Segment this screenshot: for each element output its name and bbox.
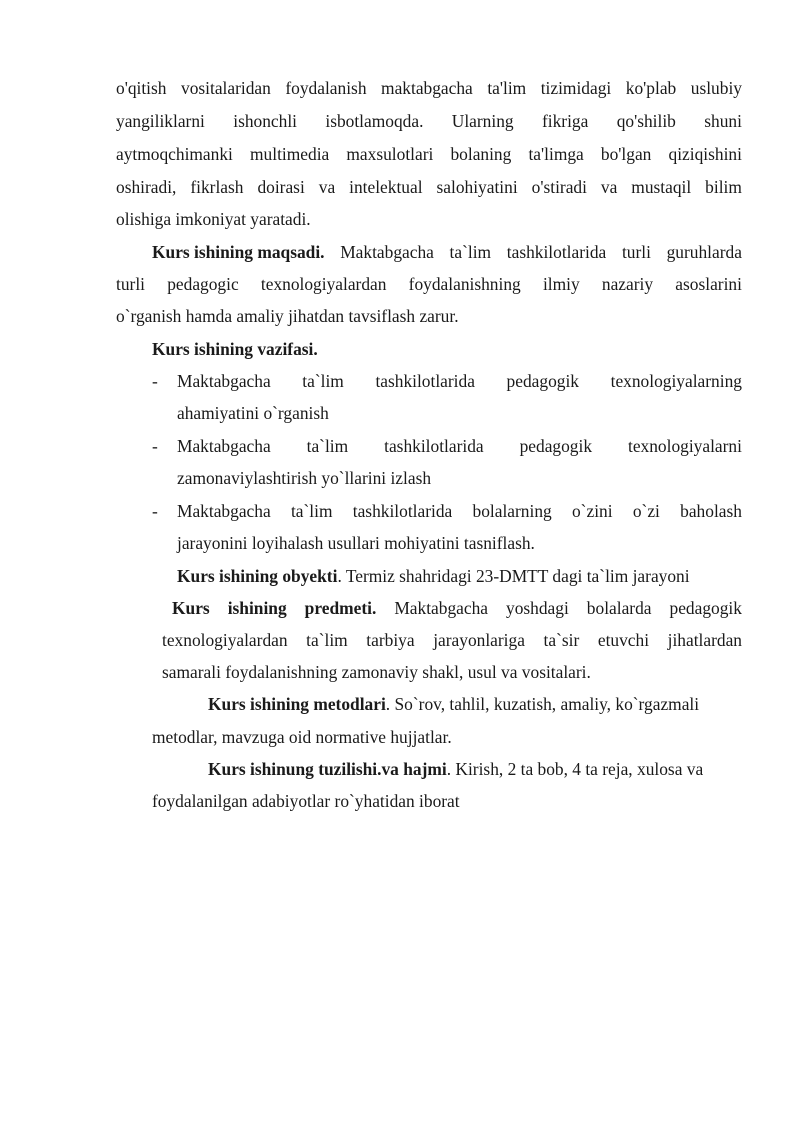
- word: va: [600, 177, 618, 197]
- word: Ularning: [451, 111, 514, 131]
- word: ta`lim: [306, 630, 348, 650]
- word: Maktabgacha: [177, 501, 271, 521]
- word: foydalanishning: [408, 274, 521, 294]
- list-dash: -: [152, 501, 158, 521]
- word: ta'lim: [487, 78, 527, 98]
- word: texnologiyalardan: [162, 630, 288, 650]
- word: tashkilotlarida: [352, 501, 453, 521]
- word: qiziqishini: [668, 144, 742, 164]
- word: shuni: [704, 111, 742, 131]
- word: qo'shilib: [616, 111, 676, 131]
- word: tizimidagi: [540, 78, 612, 98]
- word: yangiliklarni: [116, 111, 205, 131]
- tuzilishi-line-1: [208, 758, 703, 780]
- predmeti-line-1: [172, 597, 742, 619]
- tuzilishi-text: . Kirish, 2 ta bob, 4 ta reja, xulosa va: [446, 759, 704, 779]
- obyekti-label: Kurs ishining obyekti: [177, 566, 338, 586]
- word: ilmiy: [542, 274, 580, 294]
- tuzilishi-line-2: foydalanilgan adabiyotlar ro`yhatidan iborat: [152, 791, 460, 811]
- intro-line-1: [116, 77, 742, 99]
- word: nazariy: [601, 274, 654, 294]
- word: aytmoqchimanki: [116, 144, 233, 164]
- maqsad-label: Kurs ishining maqsadi.: [152, 242, 325, 262]
- word: salohiyatini: [436, 177, 518, 197]
- word: turli: [621, 242, 651, 262]
- word: isbotlamoqda.: [325, 111, 424, 131]
- word: o'stiradi: [531, 177, 587, 197]
- word: ta`lim: [302, 371, 344, 391]
- word: Maktabgacha: [177, 436, 271, 456]
- word: tashkilotlarida: [384, 436, 484, 456]
- word: doirasi: [257, 177, 305, 197]
- word: ta`lim: [306, 436, 349, 456]
- predmeti-label-word: ishining: [227, 598, 287, 618]
- word: va: [318, 177, 336, 197]
- word: o'qitish: [116, 78, 167, 98]
- word: jihatlardan: [667, 630, 742, 650]
- metodlari-text: . So`rov, tahlil, kuzatish, amaliy, ko`rgazmali: [385, 694, 700, 714]
- predmeti-label-word: predmeti.: [304, 598, 377, 618]
- metodlari-label: Kurs ishining metodlari: [208, 694, 386, 714]
- intro-line-2: [116, 110, 742, 132]
- word: o`zini: [571, 501, 613, 521]
- word: bolaning: [450, 144, 512, 164]
- word: fikriga: [541, 111, 589, 131]
- list-dash: -: [152, 436, 158, 456]
- word: mustaqil: [631, 177, 692, 197]
- word: intelektual: [349, 177, 423, 197]
- intro-line-4: [116, 176, 742, 198]
- predmeti-label-word: Kurs: [172, 598, 210, 618]
- vazifa-item-3-line-1: [177, 500, 742, 522]
- word: Maktabgacha: [340, 242, 434, 262]
- metodlari-line-2: metodlar, mavzuga oid normative hujjatlar.: [152, 727, 452, 747]
- word: ta'limga: [528, 144, 584, 164]
- word: tashkilotlarida: [506, 242, 607, 262]
- word: foydalanish: [285, 78, 367, 98]
- word: ishonchli: [233, 111, 297, 131]
- word: pedagogic: [167, 274, 239, 294]
- vazifa-item-3-line-2: jarayonini loyihalash usullari mohiyatini tasniflash.: [177, 533, 535, 553]
- word: pedagogik: [669, 598, 742, 618]
- vazifa-item-2-line-2: zamonaviylashtirish yo`llarini izlash: [177, 468, 432, 488]
- word: maxsulotlari: [346, 144, 434, 164]
- word: yoshdagi: [506, 598, 569, 618]
- word: bilim: [705, 177, 742, 197]
- word: texnologiyalarni: [627, 436, 742, 456]
- vazifa-item-1-line-2: ahamiyatini o`rganish: [177, 403, 329, 423]
- predmeti-line-3: samarali foydalanishning zamonaviy shakl, usul va vositalari.: [162, 662, 591, 682]
- word: vositalaridan: [181, 78, 271, 98]
- word: jarayonlariga: [433, 630, 525, 650]
- word: oshiradi,: [116, 177, 177, 197]
- word: pedagogik: [519, 436, 593, 456]
- word: baholash: [680, 501, 742, 521]
- word: multimedia: [250, 144, 330, 164]
- word: Maktabgacha: [394, 598, 488, 618]
- word: maktabgacha: [381, 78, 473, 98]
- word: guruhlarda: [666, 242, 742, 262]
- maqsad-line-2: [116, 273, 742, 295]
- intro-line-5: olishiga imkoniyat yaratadi.: [116, 209, 311, 229]
- word: fikrlash: [190, 177, 244, 197]
- word: Maktabgacha: [177, 371, 271, 391]
- vazifa-item-2-line-1: [177, 435, 742, 457]
- word: tashkilotlarida: [375, 371, 475, 391]
- word: ta`lim: [449, 242, 492, 262]
- tuzilishi-label: Kurs ishinung tuzilishi.va hajmi: [208, 759, 447, 779]
- list-dash: -: [152, 371, 158, 391]
- word: pedagogik: [506, 371, 579, 391]
- maqsad-line-3: o`rganish hamda amaliy jihatdan tavsiflash zarur.: [116, 306, 459, 326]
- word: turli: [116, 274, 145, 294]
- obyekti-line: [177, 565, 690, 587]
- word: bo'lgan: [600, 144, 652, 164]
- predmeti-line-2: [162, 629, 742, 651]
- maqsad-line-1: [152, 241, 742, 263]
- vazifa-item-1-line-1: [177, 370, 742, 392]
- metodlari-line-1: [208, 693, 699, 715]
- word: texnologiyalarning: [610, 371, 742, 391]
- word: bolalarning: [472, 501, 552, 521]
- word: ta`sir: [543, 630, 580, 650]
- word: texnologiyalardan: [260, 274, 387, 294]
- word: etuvchi: [597, 630, 650, 650]
- vazifasi-label: Kurs ishining vazifasi.: [152, 339, 318, 359]
- word: tarbiya: [366, 630, 415, 650]
- word: bolalarda: [586, 598, 652, 618]
- word: ko'plab: [625, 78, 677, 98]
- word: o`zi: [632, 501, 660, 521]
- word: uslubiy: [690, 78, 742, 98]
- obyekti-text: . Termiz shahridagi 23-DMTT dagi ta`lim jarayoni: [337, 566, 690, 586]
- word: ta`lim: [290, 501, 333, 521]
- intro-line-3: [116, 143, 742, 165]
- word: asoslarini: [675, 274, 742, 294]
